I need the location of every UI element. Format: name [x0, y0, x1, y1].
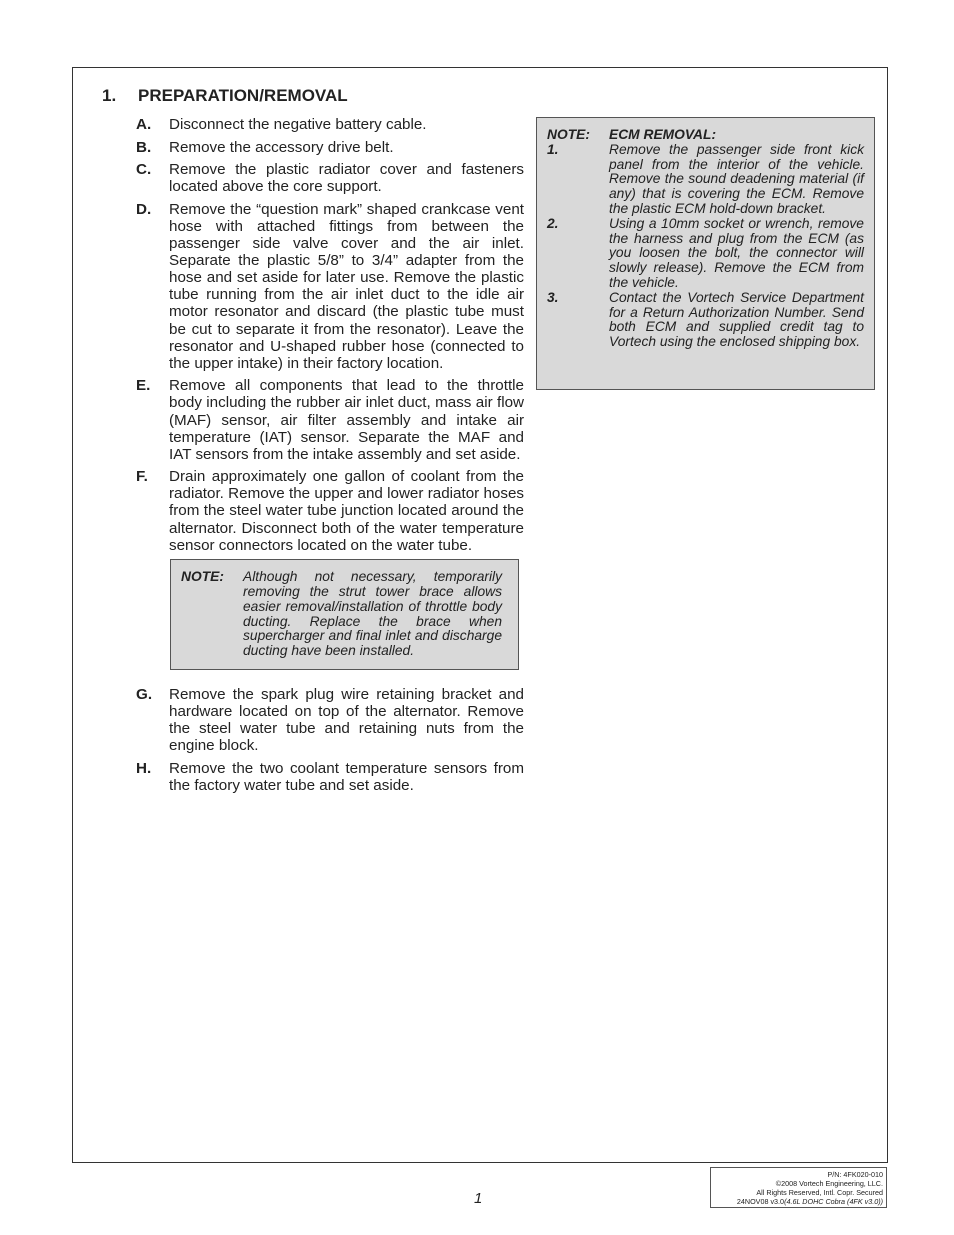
step-letter: E.: [136, 377, 151, 395]
footer-part-number: P/N: 4FK020-010: [827, 1170, 883, 1179]
ecm-item-number: 2.: [547, 215, 559, 231]
step-text: Remove the accessory drive belt.: [169, 138, 394, 156]
step-text: Remove the plastic radiator cover and fasteners located above the core support.: [169, 161, 524, 196]
step-list: [136, 116, 524, 800]
step-b: [136, 139, 524, 156]
ecm-removal-note: [536, 117, 875, 390]
step-f: [136, 468, 524, 553]
step-e: [136, 377, 524, 462]
step-h: [136, 760, 524, 794]
section-title: PREPARATION/REMOVAL: [138, 86, 348, 105]
step-letter: F.: [136, 468, 148, 486]
footer-copyright: ©2008 Vortech Engineering, LLC.: [775, 1179, 883, 1188]
section-number: 1.: [102, 86, 117, 105]
footer-info: [710, 1167, 887, 1208]
note-text: Although not necessary, temporarily removing the strut tower brace allows easier removal/installation of throttle body ducting. Replace the brace when supercharger and final inlet and discharge ducting have been installed.: [243, 569, 502, 659]
step-letter: A.: [136, 116, 152, 133]
step-text: Remove the spark plug wire retaining bracket and hardware located on top of the alternator. Remove the steel water tube and retaining nuts from the engine block.: [169, 686, 524, 755]
step-a: [136, 116, 524, 133]
footer-rights: All Rights Reserved, Intl. Copr. Secured: [756, 1188, 883, 1197]
ecm-item-text: Using a 10mm socket or wrench, remove the harness and plug from the ECM (as you loosen the bolt, the connector will slowly release). Remove the ECM from the vehicle.: [609, 215, 864, 290]
footer-version-note: (4.6L DOHC Cobra (4FK v3.0)): [784, 1197, 883, 1206]
step-text: Remove the “question mark” shaped crankcase vent hose with attached fittings from between the passenger side valve cover and the air inlet. Separate the plastic 5/8” to 3/4” adapter from the hose and set aside for later use. Remove the plastic tube running from the air inlet duct to the idle air motor resonator and discard (the plastic tube must be cut to separate it from the resonator). Leave the resonator and U-shaped rubber hose (connected to the upper intake) in their factory location.: [169, 200, 524, 372]
step-letter: G.: [136, 686, 153, 704]
ecm-item-number: 1.: [547, 141, 559, 157]
ecm-note-label: NOTE:: [547, 127, 590, 142]
ecm-note-header: [547, 128, 864, 143]
ecm-item-text: Contact the Vortech Service Department for a Return Authorization Number. Send both ECM and supplied credit tag to Vortech using the enclosed shipping box.: [609, 289, 864, 350]
page-number: 1: [474, 1190, 483, 1207]
footer-version: 24NOV08 v3.0: [736, 1197, 785, 1206]
footer-version-line: [711, 1197, 883, 1206]
step-d: [136, 201, 524, 372]
note-label: NOTE:: [181, 569, 224, 585]
step-letter: H.: [136, 759, 152, 777]
step-text: Disconnect the negative battery cable.: [169, 116, 427, 133]
step-text: Drain approximately one gallon of coolant from the radiator. Remove the upper and lower radiator hoses from the steel water tube junction located around the alternator. Disconnect both of the water temperature sensor connectors located on the water tube.: [169, 468, 524, 554]
step-c: [136, 161, 524, 195]
section-heading: [102, 86, 348, 106]
ecm-item-3: [547, 291, 864, 350]
step-letter: C.: [136, 161, 152, 179]
step-letter: D.: [136, 200, 152, 218]
step-letter: B.: [136, 138, 152, 156]
ecm-item-text: Remove the passenger side front kick panel from the interior of the vehicle. Remove the sound deadening material (if any) that is covering the ECM. Remove the plastic ECM hold-down bracket.: [609, 141, 864, 216]
ecm-note-title: ECM REMOVAL:: [609, 127, 717, 142]
ecm-item-1: [547, 143, 864, 217]
step-text: Remove all components that lead to the throttle body including the rubber air inlet duct, mass air flow (MAF) sensor, air filter assembly and intake air temperature (IAT) sensor. Separate the MAF and IAT sensors from the intake assembly and set aside.: [169, 377, 524, 463]
step-g: [136, 686, 524, 754]
strut-brace-note: [170, 559, 519, 670]
step-text: Remove the two coolant temperature sensors from the factory water tube and set aside.: [169, 759, 524, 794]
ecm-item-2: [547, 217, 864, 291]
ecm-item-number: 3.: [547, 289, 559, 305]
